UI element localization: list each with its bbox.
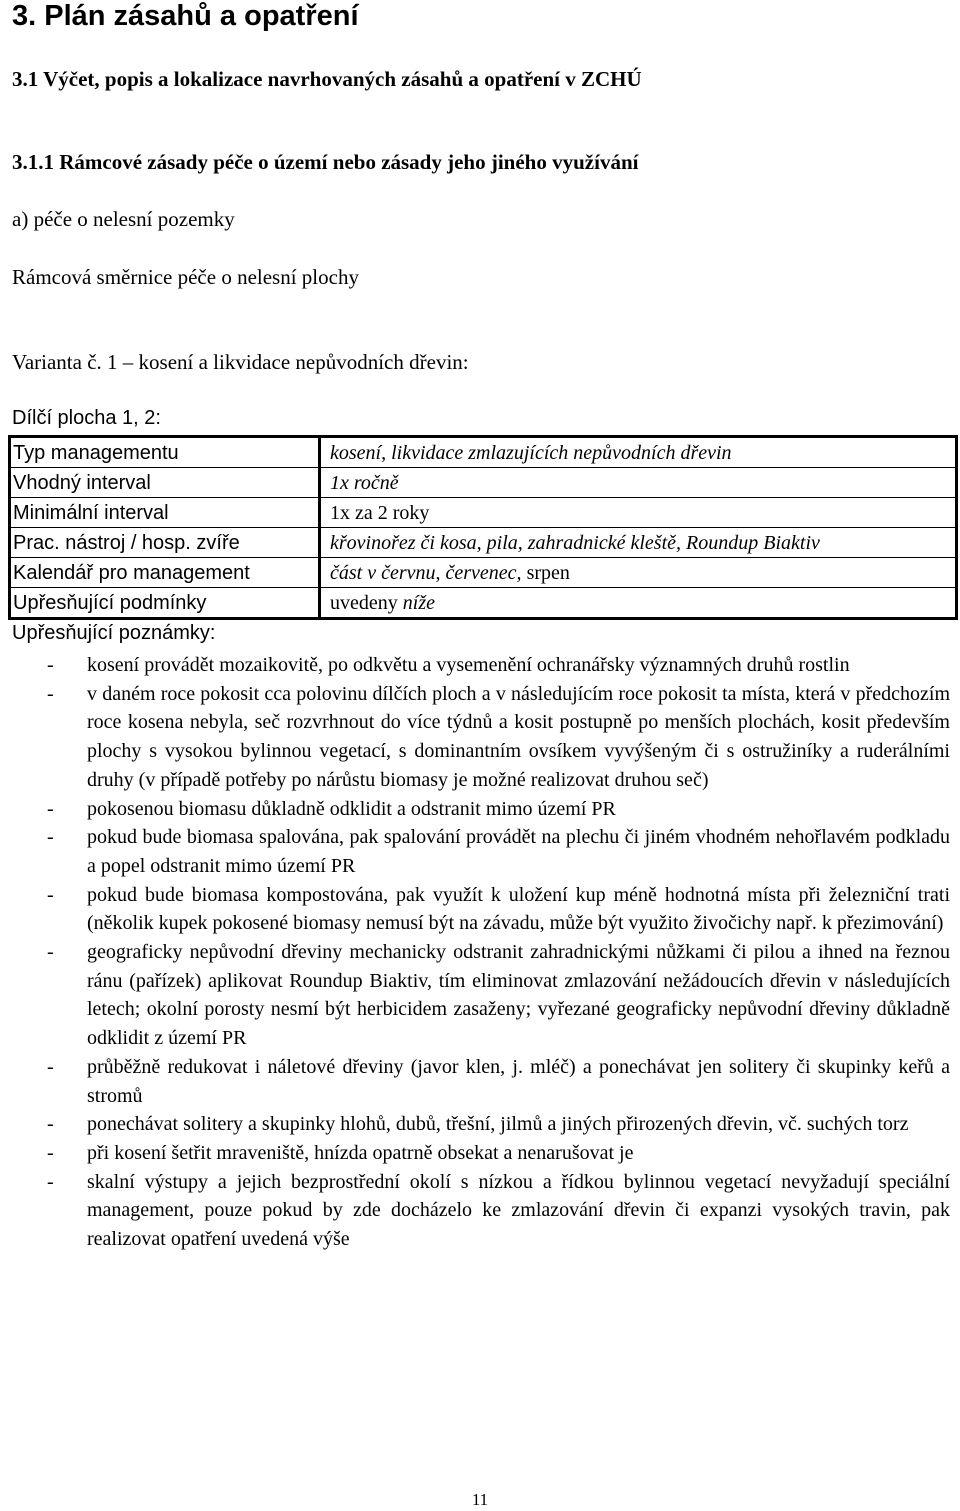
bullet-dash: - [47,654,54,676]
list-item-text: pokud bude biomasa spalována, pak spalování provádět na plechu či jiném vhodném nehořlavém podkladu a popel odstranit mimo území PR [87,826,950,877]
row-value-italic: část v červnu, červenec, [330,561,522,584]
list-item [12,1139,950,1168]
page-heading: 3. Plán zásahů a opatření [12,0,359,32]
table-row [10,588,957,619]
list-item-text: pokosenou biomasu důkladně odklidit a odstranit mimo území PR [87,797,616,820]
row-value: křovinořez či kosa, pila, zahradnické kleště, Roundup Biaktiv [320,528,957,558]
list-item-text: skalní výstupy a jejich bezprostřední okolí s nízkou a řídkou bylinnou vegetací nevyžadují speciální management, pouze pokud by zde docházelo ke zmlazování dřevin či expanzi vysokých travin, pak realizovat opatření uvedená výše [87,1170,950,1251]
list-item [12,1053,950,1110]
row-label: Prac. nástroj / hosp. zvíře [10,528,320,558]
list-item-text: geograficky nepůvodní dřeviny mechanicky odstranit zahradnickými nůžkami či pilou a ihned na řeznou ránu (pařízek) aplikovat Roundup Biaktiv, tím eliminovat zmlazování nežádoucích dřevin v následujících letech; okolní porosty nesmí být herbicidem zasaženy; vyřezané geograficky nepůvodní dřeviny důkladně odklidit z území PR [87,941,950,1050]
row-value: 1x za 2 roky [320,498,957,528]
row-label: Vhodný interval [10,468,320,498]
row-value-plain: uvedeny [330,591,403,614]
bullet-dash: - [47,797,54,820]
list-item [12,651,950,680]
table-row [10,498,957,528]
subsection-a: a) péče o nelesní pozemky [12,207,235,231]
row-label: Kalendář pro management [10,558,320,588]
bullet-dash: - [47,1141,54,1164]
list-item [12,680,950,795]
row-value-italic: níže [402,591,435,614]
bullet-dash: - [47,1170,54,1193]
row-value [320,588,957,619]
page-number: 11 [471,1490,489,1509]
list-item-text: průběžně redukovat i náletové dřeviny (javor klen, j. mléč) a ponechávat jen solitery či skupinky keřů a stromů [87,1055,950,1107]
table-row [10,528,957,558]
list-item-text: pokud bude biomasa kompostována, pak využít k uložení kup méně hodnotná místa při železniční trati (několik kupek pokosené biomasy nemusí být na závadu, může být využito živočichy např. k přezimování) [87,883,950,935]
management-table [8,435,958,620]
subsection-heading: 3.1.1 Rámcové zásady péče o území nebo zásady jeho jiného využívání [12,150,639,174]
row-value-plain: srpen [521,561,570,584]
list-item-text: při kosení šetřit mraveniště, hnízda opatrně obsekat a nenarušovat je [87,1141,634,1164]
list-item-text: v daném roce pokosit cca polovinu dílčích ploch a v následujícím roce pokosit ta místa, která v předchozím roce kosena nebyla, seč rozvrhnout do více týdnů a kosit postupně po menších plochách, kosit především plochy s vysokou bylinnou vegetací, s dominantním ovsíkem vyvýšeným či s ostružiníky a ruderálními druhy (v případě potřeby po nárůstu biomasy je možné realizovat druhou seč) [87,682,950,791]
row-value: 1x ročně [320,468,957,498]
row-label: Upřesňující podmínky [10,588,320,619]
table-row [10,437,957,468]
list-item [12,881,950,938]
variant-title: Varianta č. 1 – kosení a likvidace nepůvodních dřevin: [12,350,469,374]
guideline-title: Rámcová směrnice péče o nelesní plochy [12,265,359,289]
list-item [12,938,950,1053]
area-title: Dílčí plocha 1, 2: [12,407,161,429]
list-item [12,823,950,880]
table-row [10,468,957,498]
bullet-dash: - [47,1055,54,1078]
row-label: Minimální interval [10,498,320,528]
bullet-dash: - [47,941,54,964]
table-row [10,558,957,588]
list-item-text: ponechávat solitery a skupinky hlohů, dubů, třešní, jilmů a jiných přirozených dřevin, vč. suchých torz [87,1113,909,1136]
bullet-dash: - [47,826,54,849]
bullet-dash: - [47,883,54,906]
list-item [12,1168,950,1254]
section-heading: 3.1 Výčet, popis a lokalizace navrhovaných zásahů a opatření v ZCHÚ [12,67,642,91]
list-item [12,795,950,824]
row-value: kosení, likvidace zmlazujících nepůvodních dřevin [320,437,957,468]
bullet-dash: - [47,682,54,705]
list-item [12,1110,950,1139]
notes-title: Upřesňující poznámky: [12,622,216,644]
notes-list [12,651,950,1254]
row-label: Typ managementu [10,437,320,468]
bullet-dash: - [47,1113,54,1136]
list-item-text: kosení provádět mozaikovitě, po odkvětu a vysemenění ochranářsky významných druhů rostlin [87,654,850,676]
row-value [320,558,957,588]
